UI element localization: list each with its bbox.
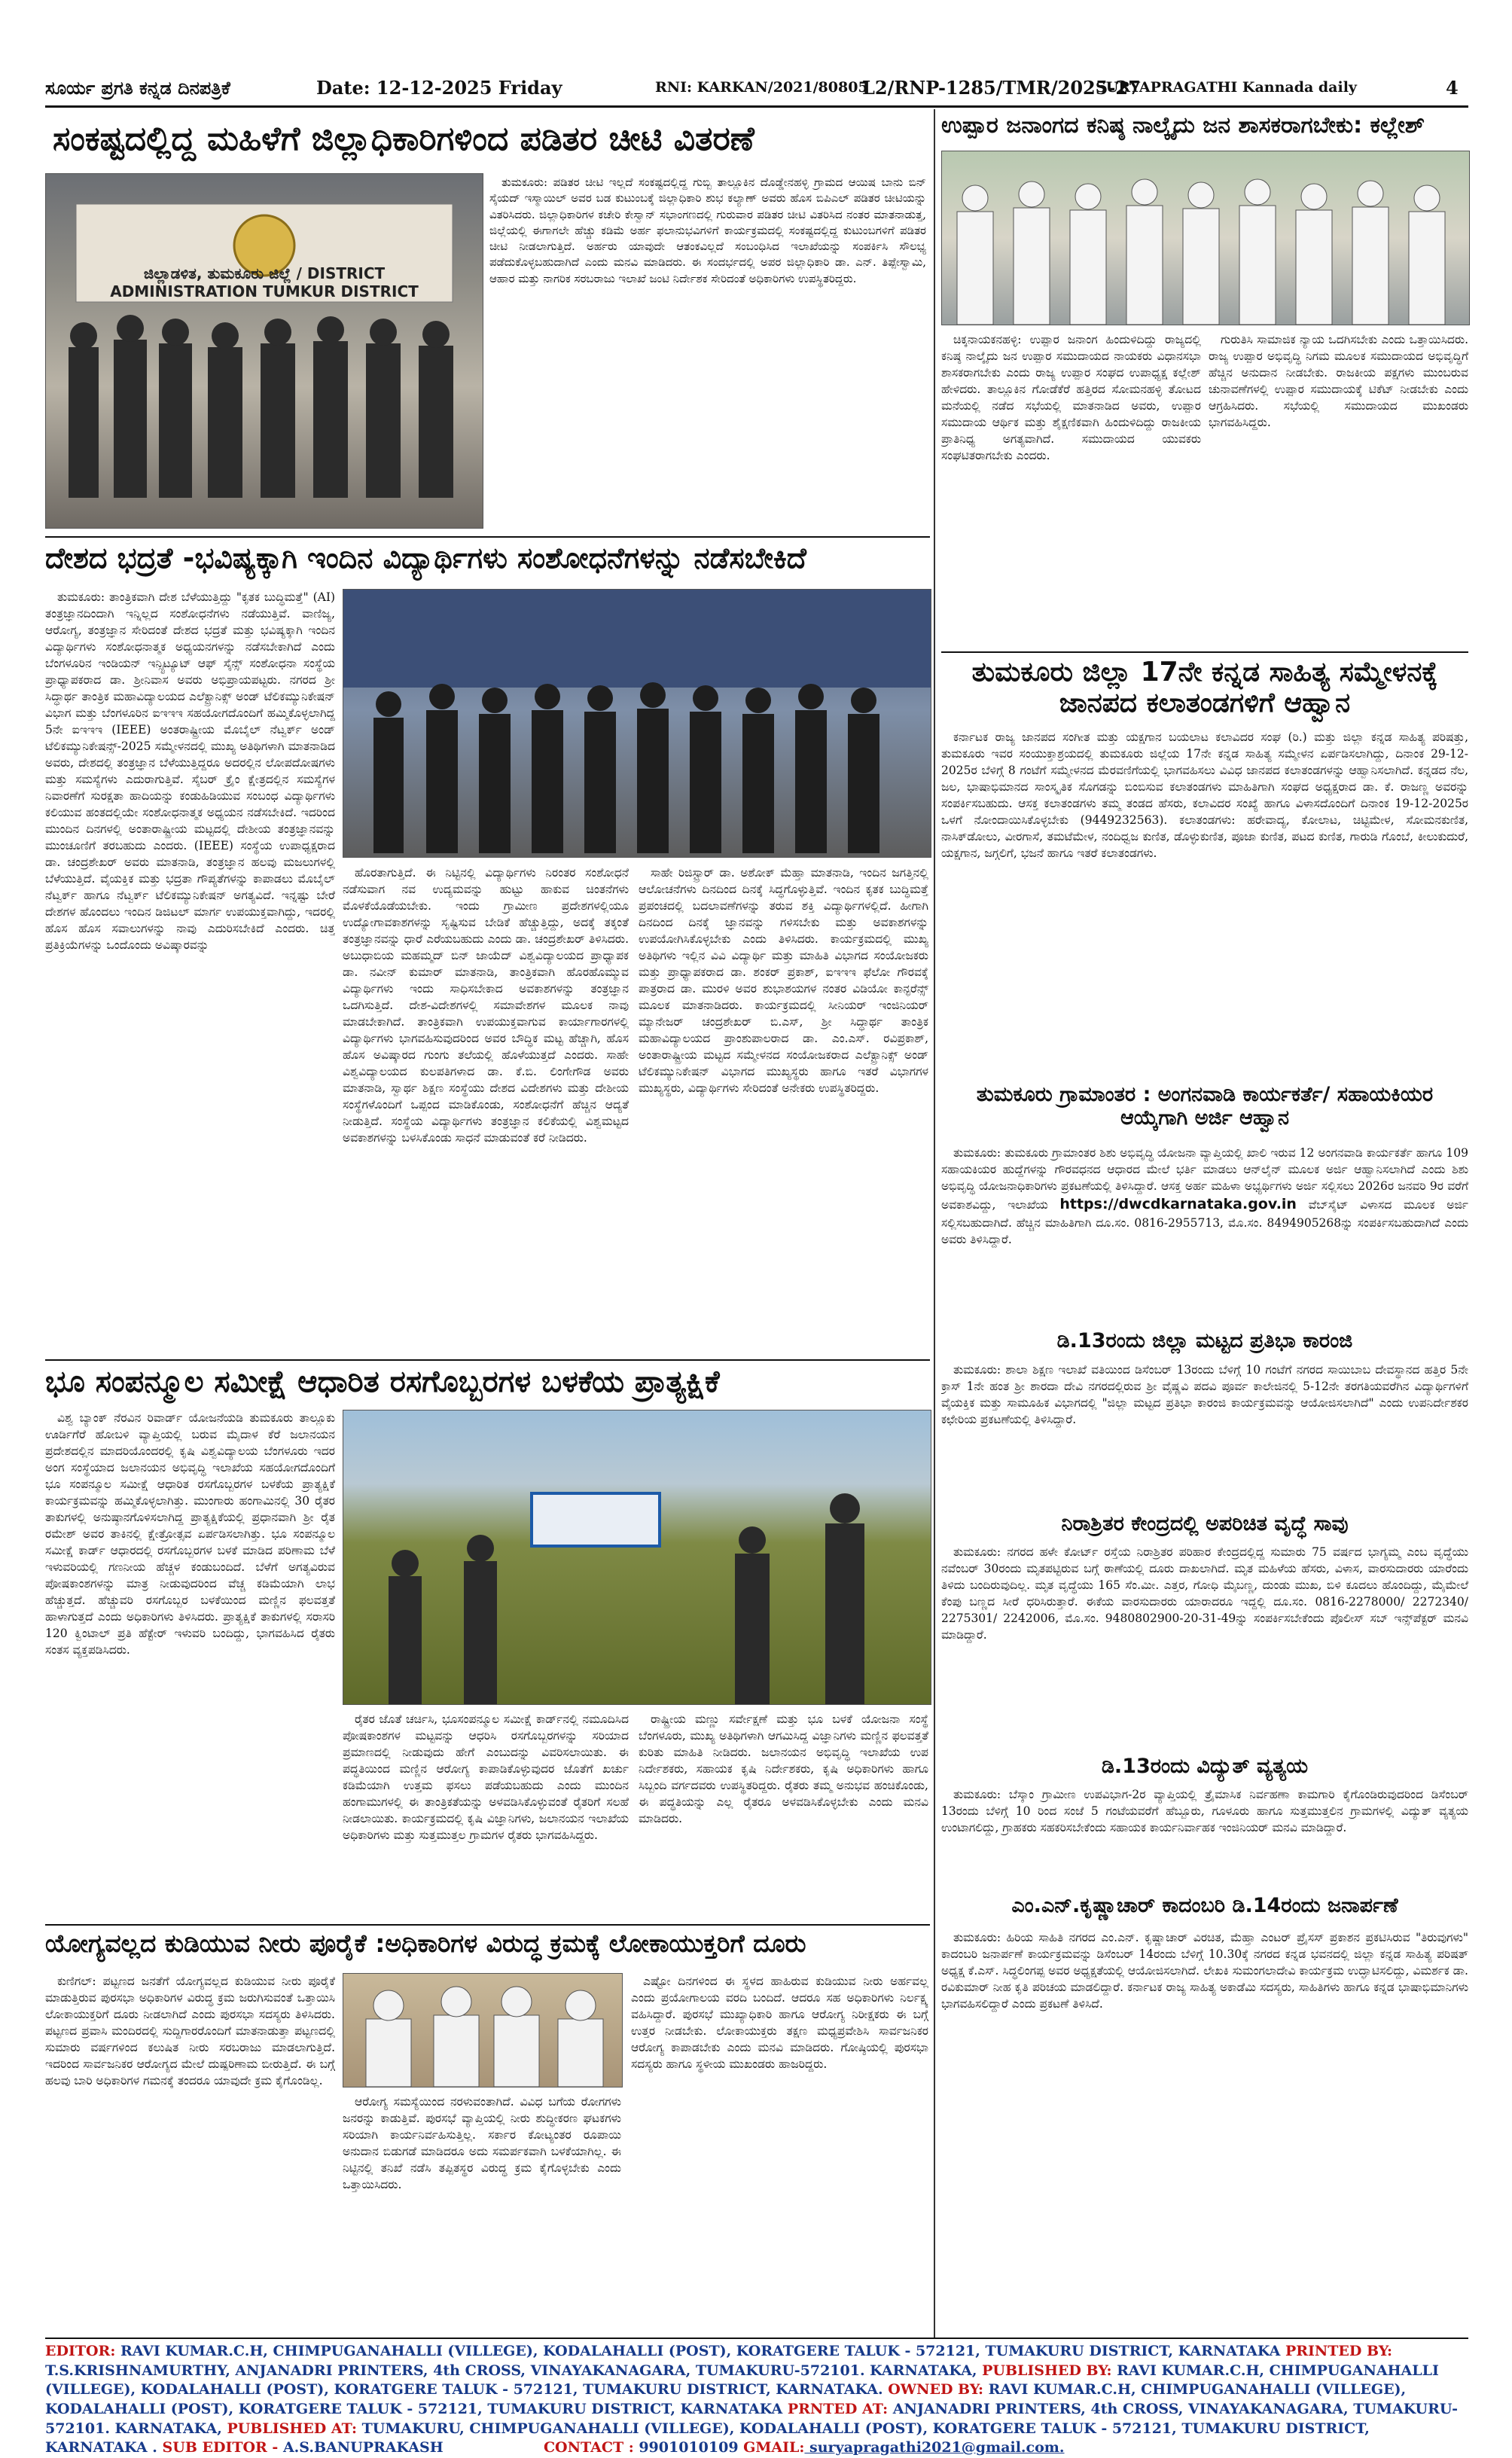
sub-editor-label: SUB EDITOR - bbox=[162, 2439, 279, 2456]
right-2-headline: ತುಮಕೂರು ಜಿಲ್ಲಾ 17ನೇ ಕನ್ನಡ ಸಾಹಿತ್ಯ ಸಮ್ಮೇಳನಕ್ಕೆ ಜಾನಪದ ಕಲಾತಂಡಗಳಿಗೆ ಆಹ್ವಾನ bbox=[971, 657, 1438, 719]
right-1-photo bbox=[941, 151, 1470, 325]
right-1-headline: ಉಪ್ಪಾರ ಜನಾಂಗದ ಕನಿಷ್ಠ ನಾಲ್ಕೈದು ಜನ ಶಾಸಕರಾಗಬೇಕು: ಕಲ್ಲೇಶ್ bbox=[941, 112, 1425, 139]
right-1-text-1: ಚಿಕ್ಕನಾಯಕನಹಳ್ಳಿ: ಉಪ್ಪಾರ ಜನಾಂಗ ಹಿಂದುಳಿದಿದ್ದು ರಾಜ್ಯದಲ್ಲಿ ಕನಿಷ್ಠ ನಾಲ್ಕೈದು ಜನ ಉಪ್ಪಾರ ಸಮುದಾಯದ ನಾಯಕರು ವಿಧಾನಸಭಾ ಶಾಸಕರಾಗಬೇಕು ಎಂದು ರಾಜ್ಯ ಉಪ್ಪಾರ ಸಂಘದ ಉಪಾಧ್ಯಕ್ಷ ಕಲ್ಲೇಶ್ ಹೇಳಿದರು. ತಾಲ್ಲೂಕಿನ ಗೋಡೆಕೆರೆ ಹತ್ತಿರದ ಸೋಮನಹಳ್ಳಿ ತೋಟದ ಮನೆಯಲ್ಲಿ ನಡೆದ ಸಭೆಯಲ್ಲಿ ಮಾತನಾಡಿದ ಅವರು, ಉಪ್ಪಾರ ಸಮುದಾಯ ಆರ್ಥಿಕ ಮತ್ತು ಶೈಕ್ಷಣಿಕವಾಗಿ ಹಿಂದುಳಿದಿದ್ದು ರಾಜಕೀಯ ಪ್ರಾತಿನಿಧ್ಯ ಅಗತ್ಯವಾಗಿದೆ. ಸಮುದಾಯದ ಯುವಕರು ಸಂಘಟಿತರಾಗಬೇಕು ಎಂದರು. bbox=[941, 333, 1201, 462]
article-3-text-2: ರೈತರ ಜೊತೆ ಚರ್ಚಿಸಿ, ಭೂಸಂಪನ್ಮೂಲ ಸಮೀಕ್ಷೆ ಕಾರ್ಡ್‌ನಲ್ಲಿ ನಮೂದಿಸಿದ ಪೋಷಕಾಂಶಗಳ ಮಟ್ಟವನ್ನು ಆಧರಿಸಿ ರಸಗೊಬ್ಬರಗಳನ್ನು ಸರಿಯಾದ ಪ್ರಮಾಣದಲ್ಲಿ ನೀಡುವುದು ಹೇಗೆ ಎಂಬುದನ್ನು ವಿವರಿಸಲಾಯಿತು. ಈ ಪದ್ಧತಿಯಿಂದ ಮಣ್ಣಿನ ಆರೋಗ್ಯ ಕಾಪಾಡಿಕೊಳ್ಳುವುದರ ಜೊತೆಗೆ ಖರ್ಚು ಕಡಿಮೆಯಾಗಿ ಉತ್ತಮ ಫಸಲು ಪಡೆಯಬಹುದು ಎಂದು ಮುಂದಿನ ಹಂಗಾಮುಗಳಲ್ಲಿ ಈ ತಾಂತ್ರಿಕತೆಯನ್ನು ಅಳವಡಿಸಿಕೊಳ್ಳುವಂತೆ ರೈತರಿಗೆ ಸಲಹೆ ನೀಡಲಾಯಿತು. ಕಾರ್ಯಕ್ರಮದಲ್ಲಿ ಕೃಷಿ ವಿಜ್ಞಾನಿಗಳು, ಜಲಾನಯನ ಇಲಾಖೆಯ ಅಧಿಕಾರಿಗಳು ಮತ್ತು ಸುತ್ತಮುತ್ತಲ ಗ್ರಾಮಗಳ ರೈತರು ಭಾಗವಹಿಸಿದ್ದರು. bbox=[343, 1712, 629, 1842]
article-1-body bbox=[489, 175, 926, 529]
article-4-headline: ಯೋಗ್ಯವಲ್ಲದ ಕುಡಿಯುವ ನೀರು ಪೂರೈಕೆ :ಅಧಿಕಾರಿಗಳ ವಿರುದ್ಧ ಕ್ರಮಕ್ಕೆ ಲೋಕಾಯುಕ್ತರಿಗೆ ದೂರು bbox=[45, 1929, 806, 1958]
article-2-col-1 bbox=[45, 589, 335, 1357]
right-5-text: ತುಮಕೂರು: ನಗರದ ಹಳೇ ಕೋರ್ಟ್ ರಸ್ತೆಯ ನಿರಾಶ್ರಿತರ ಪರಿಹಾರ ಕೇಂದ್ರದಲ್ಲಿದ್ದ ಸುಮಾರು 75 ವರ್ಷದ ಭಾಗ್ಯಮ್ಮ ಎಂಬ ವೃದ್ಧೆಯು ನವೆಂಬರ್ 30ರಂದು ಮೃತಪಟ್ಟಿರುವ ಬಗ್ಗೆ ಠಾಣೆಯಲ್ಲಿ ದೂರು ದಾಖಲಾಗಿದೆ. ಮೃತ ಮಹಿಳೆಯ ಹೆಸರು, ವಿಳಾಸ, ವಾರಸುದಾರರು ಯಾರೆಂದು ತಿಳಿದು ಬಂದಿರುವುದಿಲ್ಲ. ಮೃತ ವೃದ್ಧೆಯು 165 ಸೆಂ.ಮೀ. ಎತ್ತರ, ಗೋಧಿ ಮೈಬಣ್ಣ, ದುಂಡು ಮುಖ, ಬಿಳಿ ಕೂದಲು ಹೊಂದಿದ್ದು, ಮೈಮೇಲೆ ಕೆಂಪು ಬಣ್ಣದ ಸೀರೆ ಧರಿಸಿರುತ್ತಾರೆ. ಈಕೆಯ ವಾರಸುದಾರರು ಯಾರಾದರೂ ಇದ್ದಲ್ಲಿ ದೂ.ಸಂ. 0816-2278000/ 2272340/ 2275301/ 2242006, ಮೊ.ಸಂ. 9480802900-20-31-49ನ್ನು ಸಂಪರ್ಕಿಸಬೇಕೆಂದು ಪೊಲೀಸ್ ಸಬ್ ಇನ್ಸ್‌ಪೆಕ್ಟರ್ ಮನವಿ ಮಾಡಿದ್ದಾರೆ. bbox=[941, 1545, 1468, 1642]
imprint-footer bbox=[45, 2342, 1468, 2458]
right-4-text: ತುಮಕೂರು: ಶಾಲಾ ಶಿಕ್ಷಣ ಇಲಾಖೆ ವತಿಯಿಂದ ಡಿಸೆಂಬರ್ 13ರಂದು ಬೆಳಿಗ್ಗೆ 10 ಗಂಟೆಗೆ ನಗರದ ಸಾಯಿಬಾಬ ದೇವಸ್ಥಾನದ ಹತ್ತಿರ 5ನೇ ಕ್ರಾಸ್ 1ನೇ ಹಂತ ಶ್ರೀ ಶಾರದಾ ದೇವಿ ನಗರದಲ್ಲಿರುವ ಶ್ರೀ ವೈಷ್ಣವಿ ಪದವಿ ಪೂರ್ವ ಕಾಲೇಜಿನಲ್ಲಿ 5-12ನೇ ತರಗತಿಯವರೆಗಿನ ವಿದ್ಯಾರ್ಥಿಗಳಿಗೆ ವೈಯಕ್ತಿಕ ಮತ್ತು ಸಾಮೂಹಿಕ ವಿಭಾಗದಲ್ಲಿ "ಜಿಲ್ಲಾ ಮಟ್ಟದ ಪ್ರತಿಭಾ ಕಾರಂಜಿ ಕಾರ್ಯಕ್ರಮವನ್ನು ಆಯೋಜಿಸಲಾಗಿದೆ" ಎಂದು ಉಪನಿರ್ದೇಶಕರ ಕಛೇರಿಯ ಪ್ರಕಟಣೆಯಲ್ಲಿ ತಿಳಿಸಿದ್ದಾರೆ. bbox=[941, 1363, 1468, 1426]
printed-by-text: T.S.KRISHNAMURTHY, ANJANADRI PRINTERS, 4th CROSS, VINAYAKANAGARA, TUMAKURU-572101. KARNATAKA, bbox=[45, 2362, 983, 2379]
editor-label: EDITOR: bbox=[45, 2343, 116, 2359]
article-2-text-3: ಸಾಹೇ ರಿಜಿಸ್ಟ್ರಾರ್ ಡಾ. ಅಶೋಕ್ ಮೆಹ್ತಾ ಮಾತನಾಡಿ, ಇಂದಿನ ಜಗತ್ತಿನಲ್ಲಿ ಆಲೋಚನೆಗಳು ದಿನದಿಂದ ದಿನಕ್ಕೆ ಸಿದ್ಧಗೊಳ್ಳುತ್ತಿವೆ. ಇಂದಿನ ಕೃತಕ ಬುದ್ಧಿಮತ್ತೆ ಪ್ರಪಂಚದಲ್ಲಿ ಬದಲಾವಣೆಗಳನ್ನು ತರುವ ಶಕ್ತಿ ವಿದ್ಯಾರ್ಥಿಗಳಲ್ಲಿದೆ. ಹೀಗಾಗಿ ದಿನದಿಂದ ದಿನಕ್ಕೆ ಜ್ಞಾನವನ್ನು ಗಳಿಸಬೇಕು ಮತ್ತು ಅವಕಾಶಗಳನ್ನು ಉಪಯೋಗಿಸಿಕೊಳ್ಳಬೇಕು ಎಂದು ತಿಳಿಸಿದರು. ಕಾರ್ಯಕ್ರಮದಲ್ಲಿ ಮುಖ್ಯ ಅತಿಥಿಗಳು ಇಲ್ಲಿನ ವಿವಿ ವಿದ್ಯಾರ್ಥಿ ಮತ್ತು ಮಾಹಿತಿ ವಿಭಾಗದ ಸಂಯೋಜಕರು ಮತ್ತು ಪ್ರಾಧ್ಯಾಪಕರಾದ ಡಾ. ಶಂಕರ್ ಪ್ರಕಾಶ್, ಐಇಇಇ ಫೆಲೋ ಗೌರವಕ್ಕೆ ಪಾತ್ರರಾದ ಡಾ. ಮುರಳಿ ಅವರ ಶುಭಾಶಯಗಳ ನಂತರ ವಿಡಿಯೋ ಕಾನ್ಫರೆನ್ಸ್ ಮೂಲಕ ಮಾತನಾಡಿದರು. ಕಾರ್ಯಕ್ರಮದಲ್ಲಿ ಸೀನಿಯರ್ ಇಂಜಿನಿಯರ್ ಮ್ಯಾನೇಜರ್ ಚಂದ್ರಶೇಖರ್ ಬಿ.ಎಸ್, ಶ್ರೀ ಸಿದ್ಧಾರ್ಥ ತಾಂತ್ರಿಕ ಮಹಾವಿದ್ಯಾಲಯದ ಪ್ರಾಂಶುಪಾಲರಾದ ಡಾ. ಎಂ.ಎಸ್. ರವಿಪ್ರಕಾಶ್, ಅಂತಾರಾಷ್ಟ್ರೀಯ ಮಟ್ಟದ ಸಮ್ಮೇಳನದ ಸಂಯೋಜಕರಾದ ಎಲೆಕ್ಟ್ರಾನಿಕ್ಸ್ ಅಂಡ್ ಟೆಲಿಕಮ್ಯುನಿಕೇಷನ್ ವಿಭಾಗದ ಮುಖ್ಯಸ್ಥರು ಹಾಗೂ ಇತರೆ ವಿಭಾಗಗಳ ಮುಖ್ಯಸ್ಥರು, ವಿದ್ಯಾರ್ಥಿಗಳು ಸೇರಿದಂತೆ ಅನೇಕರು ಉಪಸ್ಥಿತರಿದ್ದರು. bbox=[639, 866, 928, 1095]
meeting-photo-illustration bbox=[942, 151, 1469, 325]
right-7-text: ತುಮಕೂರು: ಹಿರಿಯ ಸಾಹಿತಿ ನಗರದ ಎಂ.ಎನ್. ಕೃಷ್ಣಾಚಾರ್ ವಿರಚಿತ, ಮೆಹ್ತಾ ಎಂಟರ್ ಪ್ರೈಸಸ್ ಪ್ರಕಾಶನ ಪ್ರಕಟಿಸಿರುವ "ತಿರುವುಗಳು" ಕಾದಂಬರಿ ಜನಾರ್ಪಣೆ ಕಾರ್ಯಕ್ರಮವನ್ನು ಡಿಸೆಂಬರ್ 14ರಂದು ಬೆಳಿಗ್ಗೆ 10.30ಕ್ಕೆ ನಗರದ ಕನ್ನಡ ಭವನದಲ್ಲಿ ಜಿಲ್ಲಾ ಕನ್ನಡ ಸಾಹಿತ್ಯ ಪರಿಷತ್ ಅಧ್ಯಕ್ಷ ಕೆ.ಎಸ್. ಸಿದ್ಧಲಿಂಗಪ್ಪ ಅವರ ಅಧ್ಯಕ್ಷತೆಯಲ್ಲಿ ಆಯೋಜಿಸಲಾಗಿದೆ. ಲೇಖಕಿ ಸುಮಂಗಲಾದೇವಿ ಕಾರ್ಯಕ್ರಮ ಉದ್ಘಾಟಿಸಲಿದ್ದು, ವಿಮರ್ಶಕ ಡಾ. ರವಿಕುಮಾರ್ ನೀಹ ಕೃತಿ ಪರಿಚಯ ಮಾಡಲಿದ್ದಾರೆ. ಕರ್ನಾಟಕ ರಾಜ್ಯ ಸಾಹಿತ್ಯ ಅಕಾಡೆಮಿ ಸದಸ್ಯರು, ಸಾಹಿತಿಗಳು ಹಾಗೂ ಕನ್ನಡ ಭಾಷಾಭಿಮಾನಿಗಳು ಭಾಗವಹಿಸಲಿದ್ದಾರೆ ಎಂದು ಪ್ರಕಟಣೆ ತಿಳಿಸಿದೆ. bbox=[941, 1931, 1468, 2011]
owned-by-text: RAVI KUMAR.C.H, CHIMPUGANAHALLI (VILLEGE), KODALAHALLI (POST), KORATGERE TALUK - 572121, TUMAKURU DISTRICT, KARNATAKA bbox=[45, 2381, 1407, 2417]
article-3-text-3: ರಾಷ್ಟ್ರೀಯ ಮಣ್ಣು ಸರ್ವೇಕ್ಷಣೆ ಮತ್ತು ಭೂ ಬಳಕೆ ಯೋಜನಾ ಸಂಸ್ಥೆ ಬೆಂಗಳೂರು, ಮುಖ್ಯ ಅತಿಥಿಗಳಾಗಿ ಆಗಮಿಸಿದ್ದ ವಿಜ್ಞಾನಿಗಳು ಮಣ್ಣಿನ ಫಲವತ್ತತೆ ಕುರಿತು ಮಾಹಿತಿ ನೀಡಿದರು. ಜಲಾನಯನ ಅಭಿವೃದ್ಧಿ ಇಲಾಖೆಯ ಉಪ ನಿರ್ದೇಶಕರು, ಸಹಾಯಕ ಕೃಷಿ ನಿರ್ದೇಶಕರು, ಕೃಷಿ ಅಧಿಕಾರಿಗಳು ಹಾಗೂ ಸಿಬ್ಬಂದಿ ವರ್ಗದವರು ಉಪಸ್ಥಿತರಿದ್ದರು. ರೈತರು ತಮ್ಮ ಅನುಭವ ಹಂಚಿಕೊಂಡು, ಈ ಪದ್ಧತಿಯನ್ನು ಎಲ್ಲ ರೈತರೂ ಅಳವಡಿಸಿಕೊಳ್ಳಬೇಕು ಎಂದು ಮನವಿ ಮಾಡಿದರು. bbox=[639, 1712, 928, 1825]
right-3-body bbox=[941, 1145, 1468, 1325]
right-2-text: ಕರ್ನಾಟಕ ರಾಜ್ಯ ಜಾನಪದ ಸಂಗೀತ ಮತ್ತು ಯಕ್ಷಗಾನ ಬಯಲಾಟ ಕಲಾವಿದರ ಸಂಘ (ರಿ.) ಮತ್ತು ಜಿಲ್ಲಾ ಕನ್ನಡ ಸಾಹಿತ್ಯ ಪರಿಷತ್ತು, ತುಮಕೂರು ಇವರ ಸಂಯುಕ್ತಾಶ್ರಯದಲ್ಲಿ ತುಮಕೂರು ಜಿಲ್ಲೆಯ 17ನೇ ಕನ್ನಡ ಸಾಹಿತ್ಯ ಸಮ್ಮೇಳನ ಏರ್ಪಡಿಸಲಾಗಿದ್ದು, ದಿನಾಂಕ 29-12-2025ರ ಬೆಳಿಗ್ಗೆ 8 ಗಂಟೆಗೆ ಸಮ್ಮೇಳನದ ಮೆರವಣಿಗೆಯಲ್ಲಿ ಭಾಗವಹಿಸಲು ವಿವಿಧ ಜಾನಪದ ಕಲಾತಂಡಗಳನ್ನು ಆಹ್ವಾನಿಸಲಾಗಿದೆ. ಕನ್ನಡದ ನೆಲ, ಜಲ, ಭಾಷಾಭಿಮಾನದ ಸಾಂಸ್ಕೃತಿಕ ಸೊಗಡನ್ನು ಬಿಂಬಿಸುವ ಕಲಾತಂಡಗಳು ಮಾಹಿತಿಗಾಗಿ ಸಂಘದ ಅಧ್ಯಕ್ಷರಾದ ಡಾ. ಕೆ. ರಾಜಣ್ಣ ಅವರನ್ನು ಸಂಪರ್ಕಿಸಬಹುದು. ಆಸಕ್ತ ಕಲಾತಂಡಗಳು ತಮ್ಮ ತಂಡದ ಹೆಸರು, ಕಲಾವಿದರ ಸಂಖ್ಯೆ ಹಾಗೂ ವಿಳಾಸದೊಂದಿಗೆ ದಿನಾಂಕ 19-12-2025ರ ಒಳಗೆ ನೋಂದಾಯಿಸಿಕೊಳ್ಳಬೇಕು (9449232563). ಕಲಾತಂಡಗಳು: ಹರೇವಾದ್ಯ, ಕೋಲಾಟ, ಚಿಟ್ಟಿಮೇಳ, ಸೋಮನಕುಣಿತ, ನಾಸಿಕ್‌ಡೋಲು, ವೀರಗಾಸೆ, ತಮಟೆಮೇಳ, ನಂದಿಧ್ವಜ ಕುಣಿತ, ಡೊಳ್ಳುಕುಣಿತ, ಪೂಜಾ ಕುಣಿತ, ಪಟದ ಕುಣಿತ, ಗಾರುಡಿ ಗೊಂಬೆ, ಕೀಲುಕುದುರೆ, ಯಕ್ಷಗಾನ, ಜಗ್ಗಲಿಗೆ, ಭಜನೆ ಹಾಗೂ ಇತರೆ ಕಲಾತಂಡಗಳು. bbox=[941, 730, 1468, 860]
published-by-label: PUBLISHED BY: bbox=[982, 2362, 1112, 2379]
right-6-body bbox=[941, 1786, 1468, 1888]
editor-text: RAVI KUMAR.C.H, CHIMPUGANAHALLI (VILLEGE), KODALAHALLI (POST), KORATGERE TALUK - 572121, TUMAKURU DISTRICT, KARNATAKA bbox=[115, 2343, 1285, 2359]
owned-by-label: OWNED BY: bbox=[888, 2381, 983, 2399]
masthead-rni: RNI: KARKAN/2021/80805 bbox=[655, 79, 868, 96]
sub-editor-text: A.S.BANUPRAKASH bbox=[278, 2439, 444, 2456]
article-4-text-3: ಎಷ್ಟೋ ದಿನಗಳಿಂದ ಈ ಸ್ಥಳದ ಹಾಹಿರುವ ಕುಡಿಯುವ ನೀರು ಅರ್ಹವಲ್ಲ ಎಂದು ಪ್ರಯೋಗಾಲಯ ವರದಿ ಬಂದಿದೆ. ಆದರೂ ಸಹ ಅಧಿಕಾರಿಗಳು ನಿರ್ಲಕ್ಷ್ಯ ವಹಿಸಿದ್ದಾರೆ. ಪುರಸಭೆ ಮುಖ್ಯಾಧಿಕಾರಿ ಹಾಗೂ ಆರೋಗ್ಯ ನಿರೀಕ್ಷಕರು ಈ ಬಗ್ಗೆ ಉತ್ತರ ನೀಡಬೇಕು. ಲೋಕಾಯುಕ್ತರು ತಕ್ಷಣ ಮಧ್ಯಪ್ರವೇಶಿಸಿ ಸಾರ್ವಜನಿಕರ ಆರೋಗ್ಯ ಕಾಪಾಡಬೇಕು ಎಂದು ಮನವಿ ಮಾಡಿದರು. ಗೋಷ್ಠಿಯಲ್ಲಿ ಪುರಸಭಾ ಸದಸ್ಯರು ಹಾಗೂ ಸ್ಥಳೀಯ ಮುಖಂಡರು ಹಾಜರಿದ್ದರು. bbox=[631, 1975, 928, 2071]
right-6-text: ತುಮಕೂರು: ಬೆಸ್ಕಾಂ ಗ್ರಾಮೀಣ ಉಪವಿಭಾಗ-2ರ ವ್ಯಾಪ್ತಿಯಲ್ಲಿ ತ್ರೈಮಾಸಿಕ ನಿರ್ವಹಣಾ ಕಾಮಗಾರಿ ಕೈಗೊಂಡಿರುವುದರಿಂದ ಡಿಸೆಂಬರ್ 13ರಂದು ಬೆಳಿಗ್ಗೆ 10 ರಿಂದ ಸಂಜೆ 5 ಗಂಟೆಯವರೆಗೆ ಹೆಬ್ಬೂರು, ಗೂಳೂರು ಹಾಗೂ ಸುತ್ತಮುತ್ತಲಿನ ಗ್ರಾಮಗಳಲ್ಲಿ ವಿದ್ಯುತ್ ವ್ಯತ್ಯಯ ಉಂಟಾಗಲಿದ್ದು, ಗ್ರಾಹಕರು ಸಹಕರಿಸಬೇಕೆಂದು ಸಹಾಯಕ ಕಾರ್ಯನಿರ್ವಾಹಕ ಇಂಜಿನಿಯರ್ ಮನವಿ ಮಾಡಿದ್ದಾರೆ. bbox=[941, 1788, 1468, 1834]
right-3-text bbox=[941, 1145, 1468, 1248]
masthead-title: ಸೂರ್ಯ ಪ್ರಗತಿ ಕನ್ನಡ ದಿನಪತ್ರಿಕೆ bbox=[45, 77, 230, 99]
article-2-headline: ದೇಶದ ಭದ್ರತೆ -ಭವಿಷ್ಯಕ್ಕಾಗಿ ಇಂದಿನ ವಿದ್ಯಾರ್ಥಿಗಳು ಸಂಶೋಧನೆಗಳನ್ನು ನಡೆಸಬೇಕಿದೆ bbox=[45, 541, 806, 575]
right-6-headline: ಡಿ.13ರಂದು ವಿದ್ಯುತ್ ವ್ಯತ್ಯಯ bbox=[1101, 1755, 1309, 1778]
divider bbox=[45, 1924, 930, 1926]
published-by-text: RAVI KUMAR.C.H, CHIMPUGANAHALLI (VILLEGE), KODALAHALLI (POST), KORATGERE TALUK - 572121, TUMAKURU DISTRICT, KARNATAKA. bbox=[45, 2362, 1439, 2399]
article-3-col-2 bbox=[343, 1711, 629, 1918]
gmail-address[interactable]: suryapragathi2021@gmail.com. bbox=[804, 2439, 1065, 2456]
right-1-col-1 bbox=[941, 331, 1201, 648]
published-at-label: PUBLISHED AT: bbox=[227, 2420, 358, 2437]
masthead-paper: SURYAPRAGATHI Kannada daily bbox=[1096, 79, 1357, 96]
article-3-text-1: ವಿಶ್ವ ಬ್ಯಾಂಕ್ ನೆರವಿನ ರಿವಾರ್ಡ್ ಯೋಜನೆಯಡಿ ತುಮಕೂರು ತಾಲ್ಲೂಕು ಊರ್ಡಿಗೆರೆ ಹೋಬಳಿ ವ್ಯಾಪ್ತಿಯಲ್ಲಿ ಬರುವ ಮೈದಾಳ ಕೆರೆ ಜಲಾನಯನ ಪ್ರದೇಶದಲ್ಲಿನ ಮಾದರಿಯೊಂದರಲ್ಲಿ ಕೃಷಿ ವಿಶ್ವವಿದ್ಯಾಲಯ ಬೆಂಗಳೂರು ಇದರ ಅಂಗ ಸಂಸ್ಥೆಯಾದ ಜಲಾನಯನ ಅಭಿವೃದ್ಧಿ ಇಲಾಖೆಯ ಸಹಯೋಗದೊಂದಿಗೆ ಭೂ ಸಂಪನ್ಮೂಲ ಸಮೀಕ್ಷೆ ಆಧಾರಿತ ರಸಗೊಬ್ಬರಗಳ ಬಳಕೆಯ ಪ್ರಾತ್ಯಕ್ಷಿಕೆ ಕಾರ್ಯಕ್ರಮವನ್ನು ಹಮ್ಮಿಕೊಳ್ಳಲಾಗಿತ್ತು. ಮುಂಗಾರು ಹಂಗಾಮಿನಲ್ಲಿ 30 ರೈತರ ತಾಕುಗಳಲ್ಲಿ ಅನುಷ್ಠಾನಗೊಳಿಸಲಾಗಿದ್ದ ಪ್ರಾತ್ಯಕ್ಷಿಕೆಯಲ್ಲಿ ಪ್ರಧಾನವಾಗಿ ಶ್ರೀ ರೈತ ರಮೇಶ್ ಅವರ ತಾಕಿನಲ್ಲಿ ಕ್ಷೇತ್ರೋತ್ಸವ ಏರ್ಪಡಿಸಲಾಗಿತ್ತು. ಭೂ ಸಂಪನ್ಮೂಲ ಸಮೀಕ್ಷೆ ಕಾರ್ಡ್ ಆಧಾರದಲ್ಲಿ ರಸಗೊಬ್ಬರಗಳ ಬಳಕೆ ಮಾಡಿದ ಪರಿಣಾಮ ಬೆಳೆ ಇಳುವರಿಯಲ್ಲಿ ಗಣನೀಯ ಹೆಚ್ಚಳ ಕಂಡುಬಂದಿದೆ. ಬೆಳೆಗೆ ಅಗತ್ಯವಿರುವ ಪೋಷಕಾಂಶಗಳನ್ನು ಮಾತ್ರ ನೀಡುವುದರಿಂದ ವೆಚ್ಚ ಕಡಿಮೆಯಾಗಿ ಲಾಭ ಹೆಚ್ಚುತ್ತದೆ. ಹೆಚ್ಚುವರಿ ರಸಗೊಬ್ಬರ ಬಳಕೆಯಿಂದ ಮಣ್ಣಿನ ಫಲವತ್ತತೆ ಹಾಳಾಗುತ್ತದೆ ಎಂದು ಅಧಿಕಾರಿಗಳು ತಿಳಿಸಿದರು. ಪ್ರಾತ್ಯಕ್ಷಿಕೆ ತಾಕುಗಳಲ್ಲಿ ಸರಾಸರಿ 120 ಕ್ವಿಂಟಾಲ್ ಪ್ರತಿ ಹೆಕ್ಟೇರ್ ಇಳುವರಿ ಬಂದಿದ್ದು, ಭಾಗವಹಿಸಿದ ರೈತರು ಸಂತಸ ವ್ಯಕ್ತಪಡಿಸಿದರು. bbox=[45, 1411, 335, 1657]
right-7-headline: ಎಂ.ಎನ್.ಕೃಷ್ಣಾಚಾರ್ ಕಾದಂಬರಿ ಡಿ.14ರಂದು ಜನಾರ್ಪಣೆ bbox=[1011, 1894, 1398, 1917]
footer-rule bbox=[45, 2338, 1468, 2339]
field-photo-illustration bbox=[343, 1410, 931, 1704]
printed-at-text: ANJANADRI PRINTERS, 4th CROSS, VINAYAKANAGARA, TUMAKURU-572101. KARNATAKA, bbox=[45, 2400, 1459, 2437]
article-1-text: ತುಮಕೂರು: ಪಡಿತರ ಚೀಟಿ ಇಲ್ಲದೆ ಸಂಕಷ್ಟದಲ್ಲಿದ್ದ ಗುಬ್ಬಿ ತಾಲ್ಲೂಕಿನ ದೊಡ್ಡೇನಹಳ್ಳಿ ಗ್ರಾಮದ ಆಯಿಷ ಬಾನು ಬಿನ್ ಸೈಯದ್ ಇಸ್ಮಾಯಿಲ್ ಅವರ ಬಡ ಕುಟುಂಬಕ್ಕೆ ಜಿಲ್ಲಾಧಿಕಾರಿ ಶುಭ ಕಲ್ಯಾಣ್ ಅವರು ಹೊಸ ಬಿಪಿಎಲ್ ಪಡಿತರ ಚೀಟಿಯನ್ನು ವಿತರಿಸಿದರು. ಜಿಲ್ಲಾಧಿಕಾರಿಗಳ ಕಚೇರಿ ಕೇಸ್ವಾನ್ ಸಭಾಂಗಣದಲ್ಲಿ ಗುರುವಾರ ಪಡಿತರ ಚೀಟಿ ವಿತರಿಸಿದ ನಂತರ ಮಾತನಾಡುತ್ತ, ಜಿಲ್ಲೆಯಲ್ಲಿ ಈಗಾಗಲೇ ಹೆಚ್ಚು ಕಡಿಮೆ ಅರ್ಹ ಫಲಾನುಭವಿಗಳಿಗೆ ಕಾರ್ಯಕ್ರಮದಲ್ಲಿ ಸಂಕಷ್ಟದಲ್ಲಿದ್ದ ಕುಟುಂಬಗಳಿಗೆ ಪಡಿತರ ಚೀಟಿ ನೀಡಲಾಗುತ್ತಿದೆ. ಅರ್ಹರು ಯಾವುದೇ ಆತಂಕವಿಲ್ಲದೆ ಸಂಬಂಧಿಸಿದ ಇಲಾಖೆಯನ್ನು ಸಂಪರ್ಕಿಸಿ ಸೌಲಭ್ಯ ಪಡೆದುಕೊಳ್ಳಬಹುದಾಗಿದೆ ಎಂದು ಮನವಿ ಮಾಡಿದರು. ಈ ಸಂದರ್ಭದಲ್ಲಿ ಅಪರ ಜಿಲ್ಲಾಧಿಕಾರಿ ಡಾ. ಎನ್. ತಿಪ್ಪೇಸ್ವಾಮಿ, ಆಹಾರ ಮತ್ತು ನಾಗರಿಕ ಸರಬರಾಜು ಇಲಾಖೆ ಜಂಟಿ ನಿರ್ದೇಶಕ ಸೇರಿದಂತೆ ಅಧಿಕಾರಿಗಳು ಉಪಸ್ಥಿತರಿದ್ದರು. bbox=[489, 175, 926, 285]
article-4-col-2 bbox=[343, 2094, 621, 2334]
article-2-col-2 bbox=[343, 865, 629, 1354]
press-meet-illustration bbox=[343, 1974, 622, 2087]
article-3-col-1 bbox=[45, 1410, 335, 1918]
conference-photo-illustration bbox=[343, 590, 931, 857]
gmail-label: GMAIL: bbox=[743, 2439, 805, 2456]
masthead-reg: L2/RNP-1285/TMR/2025-27 bbox=[862, 77, 1141, 99]
column-divider bbox=[934, 109, 935, 2338]
article-4-col-1 bbox=[45, 1973, 335, 2334]
divider bbox=[45, 1359, 930, 1361]
article-1-photo bbox=[45, 173, 483, 529]
printed-by-label: PRINTED BY: bbox=[1285, 2343, 1392, 2359]
article-2-text-1: ತುಮಕೂರು: ತಾಂತ್ರಿಕವಾಗಿ ದೇಶ ಬೆಳೆಯುತ್ತಿದ್ದು "ಕೃತಕ ಬುದ್ಧಿಮತ್ತೆ" (AI) ತಂತ್ರಜ್ಞಾನದಿಂದಾಗಿ ಇನ್ನಿಲ್ಲದ ಸಂಶೋಧನೆಗಳು ನಡೆಯುತ್ತಿವೆ. ವಾಣಿಜ್ಯ, ಆರೋಗ್ಯ, ತಂತ್ರಜ್ಞಾನ ಸೇರಿದಂತೆ ದೇಶದ ಭದ್ರತೆ ಮತ್ತು ಭವಿಷ್ಯಕ್ಕಾಗಿ ಇಂದಿನ ವಿದ್ಯಾರ್ಥಿಗಳು ಸಂಶೋಧನಾತ್ಮಕ ಅಧ್ಯಯನಗಳನ್ನು ನಡೆಸಬೇಕಾಗಿದೆ ಎಂದು ಬೆಂಗಳೂರಿನ ಇಂಡಿಯನ್ ಇನ್ಸ್ಟಿಟ್ಯೂಟ್ ಆಫ್ ಸೈನ್ಸ್ ಸಂಶೋಧನಾ ಸಂಸ್ಥೆಯ ಪ್ರಾಧ್ಯಾಪಕರಾದ ಡಾ. ಶ್ರೀನಿವಾಸ ಅವರು ಅಭಿಪ್ರಾಯಪಟ್ಟರು. ನಗರದ ಶ್ರೀ ಸಿದ್ಧಾರ್ಥ ತಾಂತ್ರಿಕ ಮಹಾವಿದ್ಯಾಲಯದ ಎಲೆಕ್ಟ್ರಾನಿಕ್ಸ್ ಅಂಡ್ ಟೆಲಿಕಮ್ಯುನಿಕೇಷನ್ ವಿಭಾಗ ಮತ್ತು ಬೆಂಗಳೂರಿನ ಐಇಇಇ ಸಹಯೋಗದೊಂದಿಗೆ ಹಮ್ಮಿಕೊಳ್ಳಲಾಗಿದ್ದ 5ನೇ ಐಇಇಇ (IEEE) ಅಂತರಾಷ್ಟ್ರೀಯ ಮೊಬೈಲ್ ನೆಟ್ವರ್ಕ್ ಅಂಡ್ ಟೆಲಿಕಮ್ಯುನಿಕೇಷನ್ಸ್-2025 ಸಮ್ಮೇಳನದಲ್ಲಿ ಮುಖ್ಯ ಅತಿಥಿಗಳಾಗಿ ಮಾತನಾಡಿದ ಅವರು, ದೇಶದಲ್ಲಿ ತಂತ್ರಜ್ಞಾನ ಬೆಳೆಯುತ್ತಿದ್ದರೂ ಅದರಲ್ಲಿನ ಲೋಪದೋಷಗಳು ಮತ್ತು ಸಮಸ್ಯೆಗಳು ಎದುರಾಗುತ್ತಿವೆ. ಸೈಬರ್ ಕ್ರೈಂ ಕ್ಷೇತ್ರದಲ್ಲಿನ ಸಮಸ್ಯೆಗಳ ನಿವಾರಣೆಗೆ ಸುರಕ್ಷತಾ ಹಾದಿಯನ್ನು ಕಂಡುಹಿಡಿಯುವ ಸಂಬಂಧ ವಿದ್ಯಾರ್ಥಿಗಳು ಕಲಿಯುವ ಹಂತದಲ್ಲಿಯೇ ಸಂಶೋಧನಾತ್ಮಕ ಅಧ್ಯಯನ ನಡೆಸಬೇಕಿದೆ. ಇದರಿಂದ ಮುಂದಿನ ದಿನಗಳಲ್ಲಿ ಅಂತಾರಾಷ್ಟ್ರೀಯ ಮಟ್ಟದಲ್ಲಿ ದೇಶೀಯ ತಂತ್ರಜ್ಞಾನವನ್ನು ಮುಂಚೂಣಿಗೆ ತರಬಹುದು ಎಂದರು. (IEEE) ಸಂಸ್ಥೆಯ ಉಪಾಧ್ಯಕ್ಷರಾದ ಡಾ. ಚಂದ್ರಶೇಖರ್ ಅವರು ಮಾತನಾಡಿ, ತಂತ್ರಜ್ಞಾನ ಹಲವು ಮಜಲುಗಳಲ್ಲಿ ಬೆಳೆಯುತ್ತಿದೆ. ವೈಯಕ್ತಿಕ ಮತ್ತು ಭದ್ರತಾ ಗೌಪ್ಯತೆಗಳನ್ನು ಕಾಪಾಡಲು ಮೊಬೈಲ್ ನೆಟ್ವರ್ಕ್ ಹಾಗೂ ನೆಟ್ವರ್ಕ್ ಟೆಲಿಕಮ್ಯುನಿಕೇಷನ್ ಅಗತ್ಯವಿದೆ. ಇನ್ನಷ್ಟು ಬೇರೆ ದೇಶಗಳ ಹೊಂದಲು ಇಂದಿನ ಡಿಜಿಟಲ್ ಮಾರ್ಗ ಉಪಯುಕ್ತವಾಗಿದ್ದು, ಇದರಲ್ಲಿ ಹೊಸ ಹೊಸ ಸವಾಲುಗಳನ್ನು ನಾವು ಎದುರಿಸಬೇಕಿದೆ ಎಂದರು. ಚಿತ್ತ ಪ್ರತಿಕ್ರಿಯೆಗಳನ್ನು ಒಂದೊಂದು ಅವಿಷ್ಕಾರವನ್ನು bbox=[45, 590, 335, 952]
article-4-text-2: ಆರೋಗ್ಯ ಸಮಸ್ಯೆಯಿಂದ ನರಳುವಂತಾಗಿದೆ. ವಿವಿಧ ಬಗೆಯ ರೋಗಗಳು ಜನರನ್ನು ಕಾಡುತ್ತಿವೆ. ಪುರಸಭೆ ವ್ಯಾಪ್ತಿಯಲ್ಲಿ ನೀರು ಶುದ್ಧೀಕರಣ ಘಟಕಗಳು ಸರಿಯಾಗಿ ಕಾರ್ಯನಿರ್ವಹಿಸುತ್ತಿಲ್ಲ. ಸರ್ಕಾರ ಕೋಟ್ಯಂತರ ರೂಪಾಯಿ ಅನುದಾನ ಬಿಡುಗಡೆ ಮಾಡಿದರೂ ಅದು ಸಮರ್ಪಕವಾಗಿ ಬಳಕೆಯಾಗಿಲ್ಲ. ಈ ನಿಟ್ಟಿನಲ್ಲಿ ತನಿಖೆ ನಡೆಸಿ ತಪ್ಪಿತಸ್ಥರ ವಿರುದ್ಧ ಕ್ರಮ ಕೈಗೊಳ್ಳಬೇಕು ಎಂದು ಒತ್ತಾಯಿಸಿದರು. bbox=[343, 2095, 621, 2191]
right-4-body bbox=[941, 1362, 1468, 1508]
article-2-col-3 bbox=[639, 865, 928, 1354]
article-3-photo bbox=[343, 1410, 931, 1705]
article-3-col-3 bbox=[639, 1711, 928, 1918]
right-3-headline: ತುಮಕೂರು ಗ್ರಾಮಾಂತರ : ಅಂಗನವಾಡಿ ಕಾರ್ಯಕರ್ತೆ/ ಸಹಾಯಕಿಯರ ಆಯ್ಕೆಗಾಗಿ ಅರ್ಜಿ ಆಹ್ವಾನ bbox=[976, 1083, 1434, 1130]
article-1-headline: ಸಂಕಷ್ಟದಲ್ಲಿದ್ದ ಮಹಿಳೆಗೆ ಜಿಲ್ಲಾಧಿಕಾರಿಗಳಿಂದ ಪಡಿತರ ಚೀಟಿ ವಿತರಣೆ bbox=[53, 120, 754, 158]
divider bbox=[941, 651, 1468, 653]
article-2-photo bbox=[343, 589, 931, 858]
right-1-text-2: ಗುರುತಿಸಿ ಸಾಮಾಜಿಕ ನ್ಯಾಯ ಒದಗಿಸಬೇಕು ಎಂದು ಒತ್ತಾಯಿಸಿದರು. ರಾಜ್ಯ ಉಪ್ಪಾರ ಅಭಿವೃದ್ಧಿ ನಿಗಮ ಮೂಲಕ ಸಮುದಾಯದ ಅಭಿವೃದ್ಧಿಗೆ ಹೆಚ್ಚಿನ ಅನುದಾನ ನೀಡಬೇಕು. ರಾಜಕೀಯ ಪಕ್ಷಗಳು ಮುಂಬರುವ ಚುನಾವಣೆಗಳಲ್ಲಿ ಉಪ್ಪಾರ ಸಮುದಾಯಕ್ಕೆ ಟಿಕೆಟ್ ನೀಡಬೇಕು ಎಂದು ಆಗ್ರಹಿಸಿದರು. ಸಭೆಯಲ್ಲಿ ಸಮುದಾಯದ ಮುಖಂಡರು ಭಾಗವಹಿಸಿದ್ದರು. bbox=[1209, 333, 1468, 429]
article-4-text-1: ಕುಣಿಗಲ್: ಪಟ್ಟಣದ ಜನತೆಗೆ ಯೋಗ್ಯವಲ್ಲದ ಕುಡಿಯುವ ನೀರು ಪೂರೈಕೆ ಮಾಡುತ್ತಿರುವ ಪುರಸಭಾ ಅಧಿಕಾರಿಗಳ ವಿರುದ್ಧ ಕ್ರಮ ಜರುಗಿಸುವಂತೆ ಒತ್ತಾಯಿಸಿ ಲೋಕಾಯುಕ್ತರಿಗೆ ದೂರು ನೀಡಲಾಗಿದೆ ಎಂದು ಪುರಸಭಾ ಸದಸ್ಯರು ತಿಳಿಸಿದರು. ಪಟ್ಟಣದ ಪ್ರವಾಸಿ ಮಂದಿರದಲ್ಲಿ ಸುದ್ದಿಗಾರರೊಂದಿಗೆ ಮಾತನಾಡುತ್ತಾ ಪಟ್ಟಣದಲ್ಲಿ ಸುಮಾರು ವರ್ಷಗಳಿಂದ ಕಲುಷಿತ ನೀರು ಸರಬರಾಜು ಮಾಡಲಾಗುತ್ತಿದೆ. ಇದರಿಂದ ಸಾರ್ವಜನಿಕರ ಆರೋಗ್ಯದ ಮೇಲೆ ದುಷ್ಪರಿಣಾಮ ಬೀರುತ್ತಿದೆ. ಈ ಬಗ್ಗೆ ಹಲವು ಬಾರಿ ಅಧಿಕಾರಿಗಳ ಗಮನಕ್ಕೆ ತಂದರೂ ಯಾವುದೇ ಕ್ರಮ ಕೈಗೊಂಡಿಲ್ಲ. bbox=[45, 1975, 335, 2087]
article-4-col-3 bbox=[631, 1973, 928, 2334]
right-2-body bbox=[941, 729, 1468, 1075]
masthead-rule bbox=[45, 105, 1468, 108]
contact-number: 9901010109 bbox=[633, 2439, 744, 2456]
right-3-text-main: ತುಮಕೂರು: ತುಮಕೂರು ಗ್ರಾಮಾಂತರ ಶಿಶು ಅಭಿವೃದ್ಧಿ ಯೋಜನಾ ವ್ಯಾಪ್ತಿಯಲ್ಲಿ ಖಾಲಿ ಇರುವ 12 ಅಂಗನವಾಡಿ ಕಾರ್ಯಕರ್ತೆ ಹಾಗೂ 109 ಸಹಾಯಕಿಯರ ಹುದ್ದೆಗಳನ್ನು ಗೌರವಧನದ ಆಧಾರದ ಮೇಲೆ ಭರ್ತಿ ಮಾಡಲು ಆನ್‌ಲೈನ್ ಮೂಲಕ ಅರ್ಜಿ ಆಹ್ವಾನಿಸಲಾಗಿದೆ ಎಂದು ಶಿಶು ಅಭಿವೃದ್ಧಿ ಯೋಜನಾಧಿಕಾರಿಗಳು ಪ್ರಕಟಣೆಯಲ್ಲಿ ತಿಳಿಸಿದ್ದಾರೆ. ಆಸಕ್ತ ಅರ್ಹ ಮಹಿಳಾ ಅಭ್ಯರ್ಥಿಗಳು ಅರ್ಜಿ ಸಲ್ಲಿಸಲು 2026ರ ಜನವರಿ 9ರ ವರೆಗೆ ಅವಕಾಶವಿದ್ದು, ಇಲಾಖೆಯ bbox=[941, 1146, 1468, 1212]
right-5-headline: ನಿರಾಶ್ರಿತರ ಕೇಂದ್ರದಲ್ಲಿ ಅಪರಿಚಿತ ವೃದ್ಧೆ ಸಾವು bbox=[1061, 1512, 1349, 1535]
right-5-body bbox=[941, 1544, 1468, 1751]
published-at-text: TUMAKURU, CHIMPUGANAHALLI (VILLEGE), KODALAHALLI (POST), KORATGERE TALUK - 572121, TUMAKURU DISTRICT, KARNATAKA . bbox=[45, 2420, 1370, 2456]
right-4-headline: ಡಿ.13ರಂದು ಜಿಲ್ಲಾ ಮಟ್ಟದ ಪ್ರತಿಭಾ ಕಾರಂಜಿ bbox=[1056, 1329, 1353, 1353]
masthead-page: 4 bbox=[1446, 77, 1459, 99]
article-4-photo bbox=[343, 1973, 623, 2087]
masthead-date: Date: 12-12-2025 Friday bbox=[316, 77, 562, 99]
right-7-body bbox=[941, 1929, 1468, 2332]
printed-at-label: PRNTED AT: bbox=[787, 2400, 889, 2417]
right-3-url[interactable]: https://dwcdkarnataka.gov.in bbox=[1059, 1196, 1297, 1212]
photo-sign-text: ಜಿಲ್ಲಾಡಳಿತ, ತುಮಕೂರು ಜಿಲ್ಲೆ / DISTRICT ADMINISTRATION TUMKUR DISTRICT bbox=[110, 264, 419, 300]
article-2-text-2: ಹೊರತಾಗುತ್ತಿದೆ. ಈ ನಿಟ್ಟಿನಲ್ಲಿ ವಿದ್ಯಾರ್ಥಿಗಳು ನಿರಂತರ ಸಂಶೋಧನೆ ನಡೆಸುವಾಗ ನವ ಉದ್ಯಮವನ್ನು ಹುಟ್ಟು ಹಾಕುವ ಚಿಂತನೆಗಳು ಮೊಳಕೆಯೊಡೆಯಬೇಕು. ಇಂದು ಗ್ರಾಮೀಣ ಪ್ರದೇಶಗಳಲ್ಲಿಯೂ ಉದ್ಯೋಗಾವಕಾಶಗಳನ್ನು ಸೃಷ್ಟಿಸುವ ಬೇಡಿಕೆ ಹೆಚ್ಚುತ್ತಿದ್ದು, ಅದಕ್ಕೆ ತಕ್ಕಂತೆ ತಂತ್ರಜ್ಞಾನವನ್ನು ಧಾರೆ ಎರೆಯಬಹುದು ಎಂದು ಡಾ. ಚಂದ್ರಶೇಖರ್ ತಿಳಿಸಿದರು. ಅಬುಧಾಬಿಯ ಮಹಮ್ಮದ್ ಬಿನ್ ಜಾಯೆದ್ ವಿಶ್ವವಿದ್ಯಾಲಯದ ಪ್ರಾಧ್ಯಾಪಕ ಡಾ. ನವೀನ್ ಕುಮಾರ್ ಮಾತನಾಡಿ, ತಾಂತ್ರಿಕವಾಗಿ ಹೊರಹೊಮ್ಮುವ ವಿದ್ಯಾರ್ಥಿಗಳು ಇಂದು ಸಾಧಿಸಬೇಕಾದ ಅವಕಾಶಗಳನ್ನು ತಂತ್ರಜ್ಞಾನ ಒದಗಿಸುತ್ತಿದೆ. ದೇಶ-ವಿದೇಶಗಳಲ್ಲಿ ಸಮಾವೇಶಗಳ ಮೂಲಕ ನಾವು ಮಾಡಬೇಕಾಗಿದೆ. ತಾಂತ್ರಿಕವಾಗಿ ಉಪಯುಕ್ತವಾಗುವ ಕಾರ್ಯಾಗಾರಗಳಲ್ಲಿ ವಿದ್ಯಾರ್ಥಿಗಳು ಭಾಗವಹಿಸುವುದರಿಂದ ಅವರ ಬೌದ್ಧಿಕ ಮಟ್ಟ ಹೆಚ್ಚಾಗಿ, ಹೊಸ ಹೊಸ ಅವಿಷ್ಕಾರದ ಗುಂಗು ತಲೆಯಲ್ಲಿ ಹೊಳೆಯುತ್ತದೆ ಎಂದರು. ಸಾಹೇ ವಿಶ್ವವಿದ್ಯಾಲಯದ ಕುಲಪತಿಗಳಾದ ಡಾ. ಕೆ.ಬಿ. ಲಿಂಗೇಗೌಡ ಅವರು ಮಾತನಾಡಿ, ಸ್ವಾರ್ಥ ಶಿಕ್ಷಣ ಸಂಸ್ಥೆಯು ದೇಶದ ವಿದೇಶಗಳು ಮತ್ತು ದೇಶೀಯ ಸಂಸ್ಥೆಗಳೊಂದಿಗೆ ಒಪ್ಪಂದ ಮಾಡಿಕೊಂಡು, ಸಂಶೋಧನೆಗೆ ಹೆಚ್ಚಿನ ಆದ್ಯತೆ ನೀಡುತ್ತಿದೆ. ಸಂಸ್ಥೆಯ ವಿದ್ಯಾರ್ಥಿಗಳು ತಂತ್ರಜ್ಞಾನ ಕಲಿಕೆಯಲ್ಲಿ ವಿಶ್ವಮಟ್ಟದ ಅವಕಾಶಗಳನ್ನು ಬಳಸಿಕೊಂಡು ಸಾಧನೆ ಮಾಡುವಂತೆ ಕರೆ ನೀಡಿದರು. bbox=[343, 866, 629, 1145]
masthead bbox=[45, 72, 1468, 102]
article-3-headline: ಭೂ ಸಂಪನ್ಮೂಲ ಸಮೀಕ್ಷೆ ಆಧಾರಿತ ರಸಗೊಬ್ಬರಗಳ ಬಳಕೆಯ ಪ್ರಾತ್ಯಕ್ಷಿಕೆ bbox=[45, 1365, 720, 1399]
right-1-col-2 bbox=[1209, 331, 1468, 648]
contact-label: CONTACT : bbox=[543, 2439, 634, 2456]
divider bbox=[45, 536, 930, 538]
right-3-text-tail: ವೆಬ್‌ಸೈಟ್ ವಿಳಾಸದ ಮೂಲಕ ಅರ್ಜಿ ಸಲ್ಲಿಸಬಹುದಾಗಿದೆ. ಹೆಚ್ಚಿನ ಮಾಹಿತಿಗಾಗಿ ದೂ.ಸಂ. 0816-2955713, ಮೊ.ಸಂ. 8494905268ನ್ನು ಸಂಪರ್ಕಿಸಬಹುದಾಗಿದೆ ಎಂದು ಅವರು ತಿಳಿಸಿದ್ದಾರೆ. bbox=[941, 1198, 1468, 1246]
group-photo-illustration bbox=[46, 174, 483, 528]
